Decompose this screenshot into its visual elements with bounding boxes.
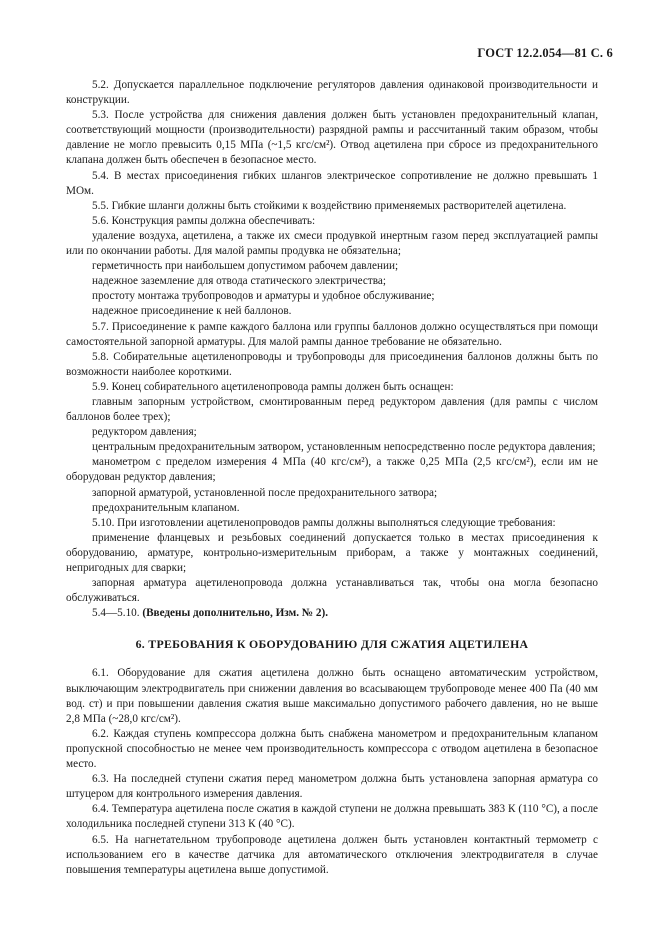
list-item: запорная арматура ацетиленопровода должна устанавливаться так, чтобы она могла безопасно обслуживаться. [66,577,598,605]
amendment-note [66,606,598,621]
paragraph-6-3: 6.3. На последней ступени сжатия перед манометром должна быть установлена запорная арматура со штуцером для контрольного измерения давления. [66,773,598,801]
list-item: герметичность при наибольшем допустимом рабочем давлении; [92,260,399,273]
list-item: надежное заземление для отвода статического электричества; [92,275,386,288]
document-body [66,78,598,878]
list-item: надежное присоединение к ней баллонов. [92,305,292,318]
paragraph-5-6: 5.6. Конструкция рампы должна обеспечивать: [92,214,316,227]
list-item: запорной арматурой, установленной после предохранительного затвора; [92,486,438,499]
list-item: главным запорным устройством, смонтированным перед редуктором давления (для рампы с числом баллонов более трех); [66,395,598,424]
list-item: манометром с пределом измерения 4 МПа (40 кгс/см²), а также 0,25 МПа (2,5 кгс/см²), если им не оборудован редуктор давления; [66,456,598,484]
paragraph-5-5: 5.5. Гибкие шланги должны быть стойкими к воздействию применяемых растворителей ацетилена. [92,199,567,212]
list-item: редуктором давления; [92,426,197,439]
list-item: центральным предохранительным затвором, установленным непосредственно после редуктора давления; [92,441,596,454]
list-item: простоту монтажа трубопроводов и арматуры и удобное обслуживание; [92,290,435,303]
paragraph-6-4: 6.4. Температура ацетилена после сжатия в каждой ступени не должна превышать 383 К (110 °С), а после холодильника последней ступени 313 К (40 °С). [66,803,598,831]
amendment-text: (Введены дополнительно, Изм. № 2). [142,607,329,620]
paragraph-5-2: 5.2. Допускается параллельное подключение регуляторов давления одинаковой производительности и конструкции. [66,79,598,107]
paragraph-6-1: 6.1. Оборудование для сжатия ацетилена должно быть оснащено автоматическим устройством, выключающим электродвигатель при снижении давления во всасывающем трубопроводе менее 400 Па (40 мм вод. ст) и при повышении давления сжатия выше максимально допустимого рабочего давления, но не выше 2,8 МПа (~28,0 кгс/см²). [66,667,598,725]
paragraph-5-10: 5.10. При изготовлении ацетиленопроводов рампы должны выполняться следующие требования: [92,516,556,529]
paragraph-5-3: 5.3. После устройства для снижения давления должен быть установлен предохранительный клапан, соответствующий мощности (производительности) разрядной рампы и рассчитанный таким образом, чтобы давление не могло превысить 0,15 МПа (~1,5 кгс/см²). Отвод ацетилена при сбросе из предохранительного клапана должен быть обеспечен в безопасное место. [66,109,598,167]
paragraph-5-4: 5.4. В местах присоединения гибких шлангов электрическое сопротивление не должно превышать 1 МОм. [66,169,598,197]
list-item: применение фланцевых и резьбовых соединений допускается только в местах присоединения к оборудованию, арматуре, контрольно-измерительным приборам, а также у монтажных соединений, непригодных для сварки; [66,531,598,574]
paragraph-5-9: 5.9. Конец собирательного ацетиленопровода рампы должен быть оснащен: [92,380,454,393]
paragraph-6-2: 6.2. Каждая ступень компрессора должна быть снабжена манометром и предохранительным клапаном пропускной способностью не менее чем производительность компрессора с отводом ацетилена в безопасное место. [66,727,598,771]
amendment-range: 5.4—5.10. [92,607,140,620]
page-header: ГОСТ 12.2.054—81 С. 6 [477,46,613,60]
list-item: удаление воздуха, ацетилена, а также их смеси продувкой инертным газом перед эксплуатацией рампы или по окончании работы. Для малой рампы продувка не обязательна; [66,229,598,258]
paragraph-6-5: 6.5. На нагнетательном трубопроводе ацетилена должен быть установлен контактный термометр с использованием его в качестве датчика для автоматического отключения электродвигателя в случае повышения температуры ацетилена выше допустимой. [66,833,598,876]
section-6-title: 6. ТРЕБОВАНИЯ К ОБОРУДОВАНИЮ ДЛЯ СЖАТИЯ АЦЕТИЛЕНА [135,637,529,652]
paragraph-5-8: 5.8. Собирательные ацетиленопроводы и трубопроводы для присоединения баллонов должны быть по возможности наиболее короткими. [66,350,598,378]
paragraph-5-7: 5.7. Присоединение к рампе каждого баллона или группы баллонов должно осуществляться при помощи самостоятельной запорной арматуры. Для малой рампы данное требование не обязательно. [66,320,598,348]
list-item: предохранительным клапаном. [92,501,240,514]
